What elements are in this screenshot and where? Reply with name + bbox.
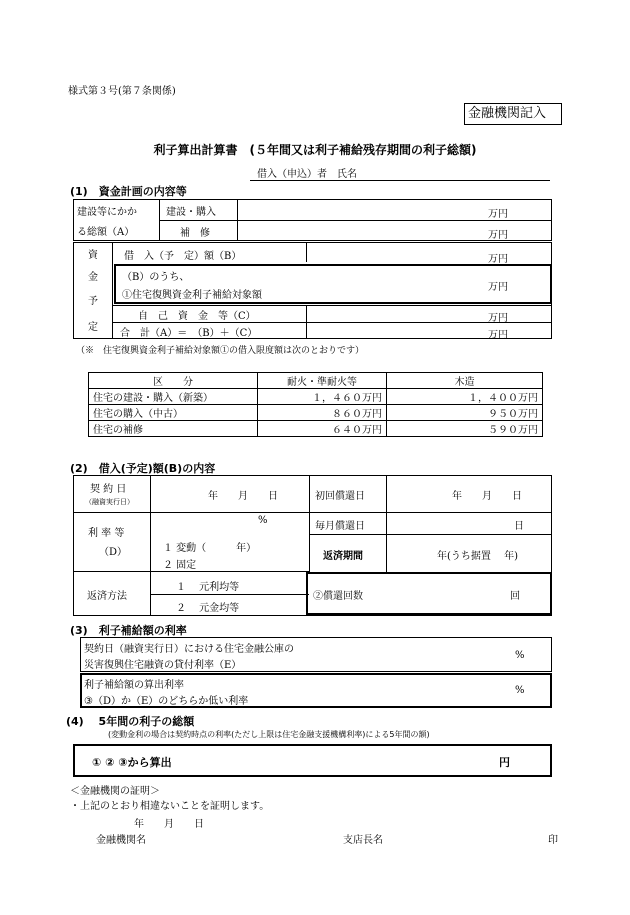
cert-bank-name: 金融機関名 bbox=[96, 835, 146, 846]
rate-e-percent: % bbox=[515, 650, 525, 661]
page-title: 利子算出計算書 (５年間又は利子補給残存期間の利子総額) bbox=[153, 143, 477, 157]
divider bbox=[386, 475, 387, 572]
rate-variable: １ 変動（ 年） bbox=[163, 543, 257, 554]
cert-statement: ・上記のとおり相違ないことを証明します。 bbox=[70, 801, 270, 812]
fund-char-4: 定 bbox=[88, 322, 98, 333]
sum-label: 合 計（A）＝ （B）＋（C） bbox=[120, 328, 258, 339]
table-cell: １，４００万円 bbox=[387, 389, 543, 405]
method-label: 返済方法 bbox=[87, 591, 127, 602]
divider bbox=[150, 475, 151, 616]
borrow-label: 借 入（予 定）額（B） bbox=[124, 251, 242, 262]
period-value: 年(うち据置 年) bbox=[437, 551, 518, 562]
contract-date-sub: （融資実行日） bbox=[85, 498, 134, 506]
table-cell: ６４０万円 bbox=[258, 421, 387, 437]
method-option-2: ２ 元金均等 bbox=[176, 603, 240, 614]
cert-title: ＜金融機関の証明＞ bbox=[70, 786, 160, 797]
section4-heading: (4) 5年間の利子の総額 bbox=[66, 715, 195, 728]
rate-e-line2: 災害復興住宅融資の貸付利率（E） bbox=[84, 660, 242, 671]
contract-date-value: 年 月 日 bbox=[208, 491, 278, 502]
calc-rate-line2: ③（D）か（E）のどちらか低い利率 bbox=[84, 696, 249, 707]
period-label: 返済期間 bbox=[323, 551, 363, 562]
table-cell: 住宅の建設・購入（新築） bbox=[89, 389, 258, 405]
divider bbox=[150, 594, 309, 595]
table-row bbox=[89, 389, 543, 405]
unit-own: 万円 bbox=[488, 313, 508, 324]
seal-mark: 印 bbox=[548, 835, 558, 846]
divider bbox=[309, 475, 310, 572]
fund-char-2: 金 bbox=[88, 272, 98, 283]
rate-fixed: ２ 固定 bbox=[163, 560, 197, 571]
bank-fill-box: 金融機関記入 bbox=[464, 103, 562, 125]
divider bbox=[159, 220, 552, 221]
unit-sum: 万円 bbox=[488, 330, 508, 341]
fund-char-1: 資 bbox=[88, 250, 98, 261]
calc-rate-line1: 利子補給額の算出利率 bbox=[84, 680, 184, 691]
rate-label: 利 率 等 bbox=[88, 528, 125, 539]
unit-subsidy: 万円 bbox=[488, 282, 508, 293]
rate-e-line1: 契約日（融資実行日）における住宅金融公庫の bbox=[84, 644, 294, 655]
limit-note: （※ 住宅復興資金利子補給対象額①の借入限度額は次のとおりです） bbox=[76, 346, 365, 356]
interest-yen: 円 bbox=[499, 756, 510, 769]
total-label-1: 建設等にかか bbox=[77, 207, 137, 218]
cert-date: 年 月 日 bbox=[134, 819, 204, 830]
build-label: 建設・購入 bbox=[166, 207, 216, 218]
interest-calc-label: ① ② ③から算出 bbox=[92, 756, 172, 769]
subsidy-target-label: ①住宅復興資金利子補給対象額 bbox=[122, 290, 262, 301]
contract-date-label: 契 約 日 bbox=[90, 484, 127, 495]
divider bbox=[73, 571, 309, 572]
form-number: 様式第３号(第７条関係) bbox=[68, 86, 176, 97]
section1-heading: (1) 資金計画の内容等 bbox=[70, 185, 187, 198]
table-cell: ８６０万円 bbox=[258, 405, 387, 421]
section4-note: (変動金利の場合は契約時点の利率(ただし上限は住宅金融支援機構利率)による5年間の額) bbox=[108, 730, 430, 739]
monthly-repay-label: 毎月償還日 bbox=[315, 521, 365, 532]
limit-header: 木造 bbox=[387, 373, 543, 389]
rate-percent: % bbox=[258, 515, 268, 526]
repair-label: 補 修 bbox=[180, 228, 210, 239]
of-b-label: （B）のうち、 bbox=[122, 272, 190, 283]
table-cell: 住宅の購入（中古） bbox=[89, 405, 258, 421]
divider bbox=[159, 199, 160, 241]
divider bbox=[73, 512, 309, 513]
own-funds-label: 自 己 資 金 等（C） bbox=[138, 311, 256, 322]
method-option-1: １ 元利均等 bbox=[176, 582, 240, 593]
repay-count-unit: 回 bbox=[510, 591, 520, 602]
section2-heading: (2) 借入(予定)額(B)の内容 bbox=[70, 462, 216, 475]
section3-heading: (3) 利子補給額の利率 bbox=[70, 624, 187, 637]
rate-d-label: （D） bbox=[99, 547, 128, 558]
divider bbox=[309, 534, 552, 535]
unit-build: 万円 bbox=[488, 209, 508, 220]
table-row bbox=[89, 405, 543, 421]
repay-count-label: ②償還回数 bbox=[313, 591, 363, 602]
monthly-repay-day: 日 bbox=[514, 521, 524, 532]
limit-table bbox=[88, 372, 543, 437]
table-cell: １，４６０万円 bbox=[258, 389, 387, 405]
calc-rate-percent: % bbox=[515, 685, 525, 696]
limit-header: 耐火・準耐火等 bbox=[258, 373, 387, 389]
borrower-label: 借入（申込）者 氏名 bbox=[257, 169, 357, 180]
unit-borrow: 万円 bbox=[488, 254, 508, 265]
divider bbox=[237, 199, 238, 241]
first-repay-value: 年 月 日 bbox=[452, 491, 522, 502]
cert-branch-manager: 支店長名 bbox=[343, 835, 383, 846]
table-cell: ９５０万円 bbox=[387, 405, 543, 421]
table-cell: 住宅の補修 bbox=[89, 421, 258, 437]
limit-header: 区 分 bbox=[89, 373, 258, 389]
divider bbox=[309, 512, 552, 513]
divider bbox=[306, 242, 307, 262]
total-label-2: る総額（A） bbox=[77, 227, 135, 238]
divider bbox=[112, 305, 552, 306]
table-row bbox=[89, 421, 543, 437]
table-cell: ５９０万円 bbox=[387, 421, 543, 437]
borrower-name-line bbox=[250, 180, 550, 181]
first-repay-label: 初回償還日 bbox=[315, 491, 365, 502]
divider bbox=[112, 242, 113, 339]
divider bbox=[112, 322, 552, 323]
fund-char-3: 予 bbox=[88, 296, 98, 307]
unit-repair: 万円 bbox=[488, 230, 508, 241]
